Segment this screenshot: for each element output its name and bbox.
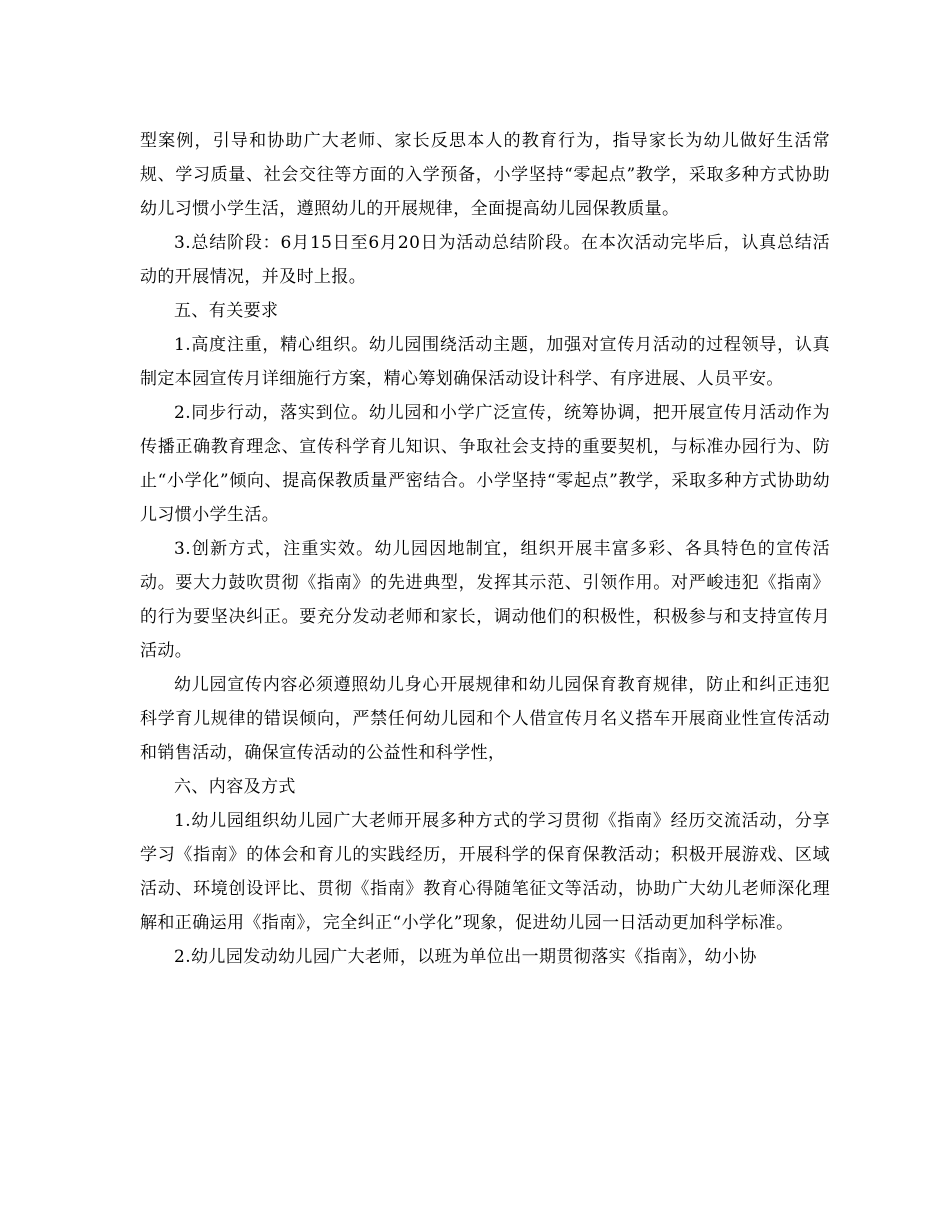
paragraph-continuation: 型案例，引导和协助广大老师、家长反思本人的教育行为，指导家长为幼儿做好生活常规、学习质量、社会交往等方面的入学预备，小学坚持“零起点”教学，采取多种方式协助幼儿习惯小学生活，遵照幼儿的开展规律，全面提高幼儿园保教质量。 (140, 131, 830, 219)
paragraph-requirement-1: 1.高度注重，精心组织。幼儿园围绕活动主题，加强对宣传月活动的过程领导，认真制定本园宣传月详细施行方案，精心筹划确保活动设计科学、有序进展、人员平安。 (140, 335, 830, 389)
section-heading-requirements: 五、有关要求 (174, 301, 279, 321)
document-body (140, 124, 830, 974)
paragraph-content-rules: 幼儿园宣传内容必须遵照幼儿身心开展规律和幼儿园保育教育规律，防止和纠正违犯科学育儿规律的错误倾向，严禁任何幼儿园和个人借宣传月名义搭车开展商业性宣传活动和销售活动，确保宣传活动的公益性和科学性， (140, 675, 830, 763)
paragraph-method-1: 1.幼儿园组织幼儿园广大老师开展多种方式的学习贯彻《指南》经历交流活动，分享学习《指南》的体会和育儿的实践经历，开展科学的保育保教活动；积极开展游戏、区域活动、环境创设评比、贯彻《指南》教育心得随笔征文等活动，协助广大幼儿老师深化理解和正确运用《指南》，完全纠正“小学化”现象，促进幼儿园一日活动更加科学标准。 (140, 811, 830, 933)
paragraph-requirement-2: 2.同步行动，落实到位。幼儿园和小学广泛宣传，统筹协调，把开展宣传月活动作为传播正确教育理念、宣传科学育儿知识、争取社会支持的重要契机，与标准办园行为、防止“小学化”倾向、提高保教质量严密结合。小学坚持“零起点”教学，采取多种方式协助幼儿习惯小学生活。 (140, 403, 830, 525)
paragraph-summary-stage: 3.总结阶段：6月15日至6月20日为活动总结阶段。在本次活动完毕后，认真总结活动的开展情况，并及时上报。 (140, 233, 830, 287)
paragraph-requirement-3: 3.创新方式，注重实效。幼儿园因地制宜，组织开展丰富多彩、各具特色的宣传活动。要大力鼓吹贯彻《指南》的先进典型，发挥其示范、引领作用。对严峻违犯《指南》的行为要坚决纠正。要充分发动老师和家长，调动他们的积极性，积极参与和支持宣传月活动。 (140, 539, 830, 661)
section-heading-content-methods: 六、内容及方式 (174, 777, 296, 797)
paragraph-method-2: 2.幼儿园发动幼儿园广大老师，以班为单位出一期贯彻落实《指南》，幼小协 (174, 947, 757, 967)
